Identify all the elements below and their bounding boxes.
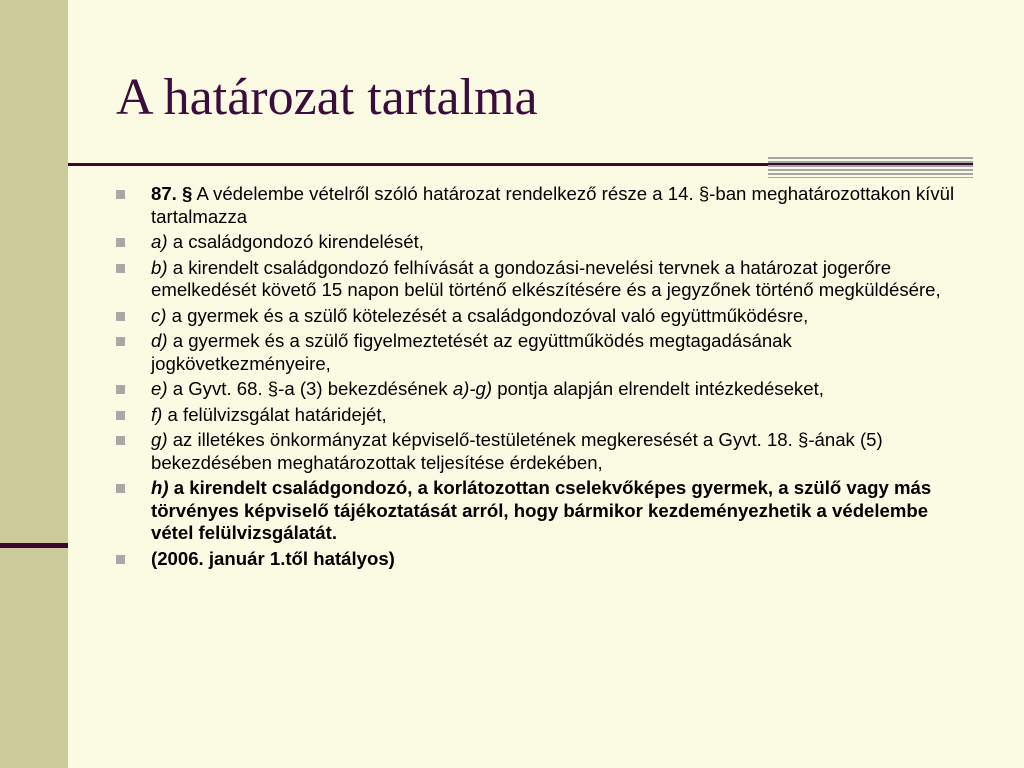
list-item-text-end: pontja alapján elrendelt intézkedéseket, (492, 378, 824, 399)
square-bullet-icon (116, 385, 125, 394)
item-letter: b) (151, 256, 168, 278)
list-item-text: A védelembe vételről szóló határozat rendelkező része a 14. §-ban meghatározottakon kívül tartalmazza (151, 183, 955, 227)
square-bullet-icon (116, 190, 125, 199)
list-item-text: a Gyvt. 68. §-a (3) bekezdésének (167, 378, 453, 399)
list-item-effective-date (114, 548, 960, 571)
list-item-g (114, 429, 960, 474)
square-bullet-icon (116, 264, 125, 273)
title-accent-stripes (768, 157, 973, 178)
item-letter: e) (151, 378, 168, 399)
effective-date-note: (2006. január 1.től hatályos) (151, 547, 395, 569)
item-letter: h) (151, 477, 169, 498)
item-letter: d) (151, 330, 168, 351)
side-decoration-bar (0, 0, 68, 768)
list-item-text: a gyermek és a szülő figyelmeztetését az együttműködés megtagadásának jogkövetkezményeire, (151, 330, 792, 374)
list-item-text: a családgondozó kirendelését, (167, 231, 424, 252)
item-letter: a) (151, 231, 168, 252)
square-bullet-icon (116, 484, 125, 493)
square-bullet-icon (116, 238, 125, 247)
list-item-text: a felülvizsgálat határidejét, (162, 403, 387, 425)
list-item-e (114, 378, 960, 401)
list-item-a (114, 231, 960, 254)
bullet-list (114, 183, 960, 573)
section-number: 87. § (151, 183, 193, 204)
list-item-b (114, 257, 960, 302)
side-decoration-rule (0, 543, 68, 548)
square-bullet-icon (116, 312, 125, 321)
list-item-d (114, 330, 960, 375)
list-item-c (114, 305, 960, 328)
square-bullet-icon (116, 436, 125, 445)
square-bullet-icon (116, 337, 125, 346)
list-item-text: a gyermek és a szülő kötelezését a családgondozóval való együttműködésre, (166, 304, 809, 326)
list-item-intro (114, 183, 960, 228)
list-item-text: a kirendelt családgondozó, a korlátozottan cselekvőképes gyermek, a szülő vagy más törvényes képviselő tájékoztatását arról, hogy bármikor kezdeményezhetik a védelembe vétel felülvizsgálatát. (151, 477, 932, 543)
item-letter: f) (151, 403, 163, 425)
item-letter: c) (151, 304, 167, 326)
list-item-f (114, 404, 960, 427)
list-item-text: az illetékes önkormányzat képviselő-testületének megkeresését a Gyvt. 18. §-ának (5) bekezdésében meghatározottak teljesítése érdekében, (151, 429, 883, 473)
item-italic-range: a)-g) (452, 378, 493, 399)
list-item-h (114, 477, 960, 545)
square-bullet-icon (116, 411, 125, 420)
slide-title: A határozat tartalma (116, 69, 538, 126)
item-letter: g) (151, 429, 168, 450)
list-item-text: a kirendelt családgondozó felhívását a gondozási-nevelési tervnek a határozat jogerőre emelkedését követő 15 napon belül történő elkészítésére és a jegyzőnek történő megküldésére, (151, 256, 941, 300)
square-bullet-icon (116, 555, 125, 564)
